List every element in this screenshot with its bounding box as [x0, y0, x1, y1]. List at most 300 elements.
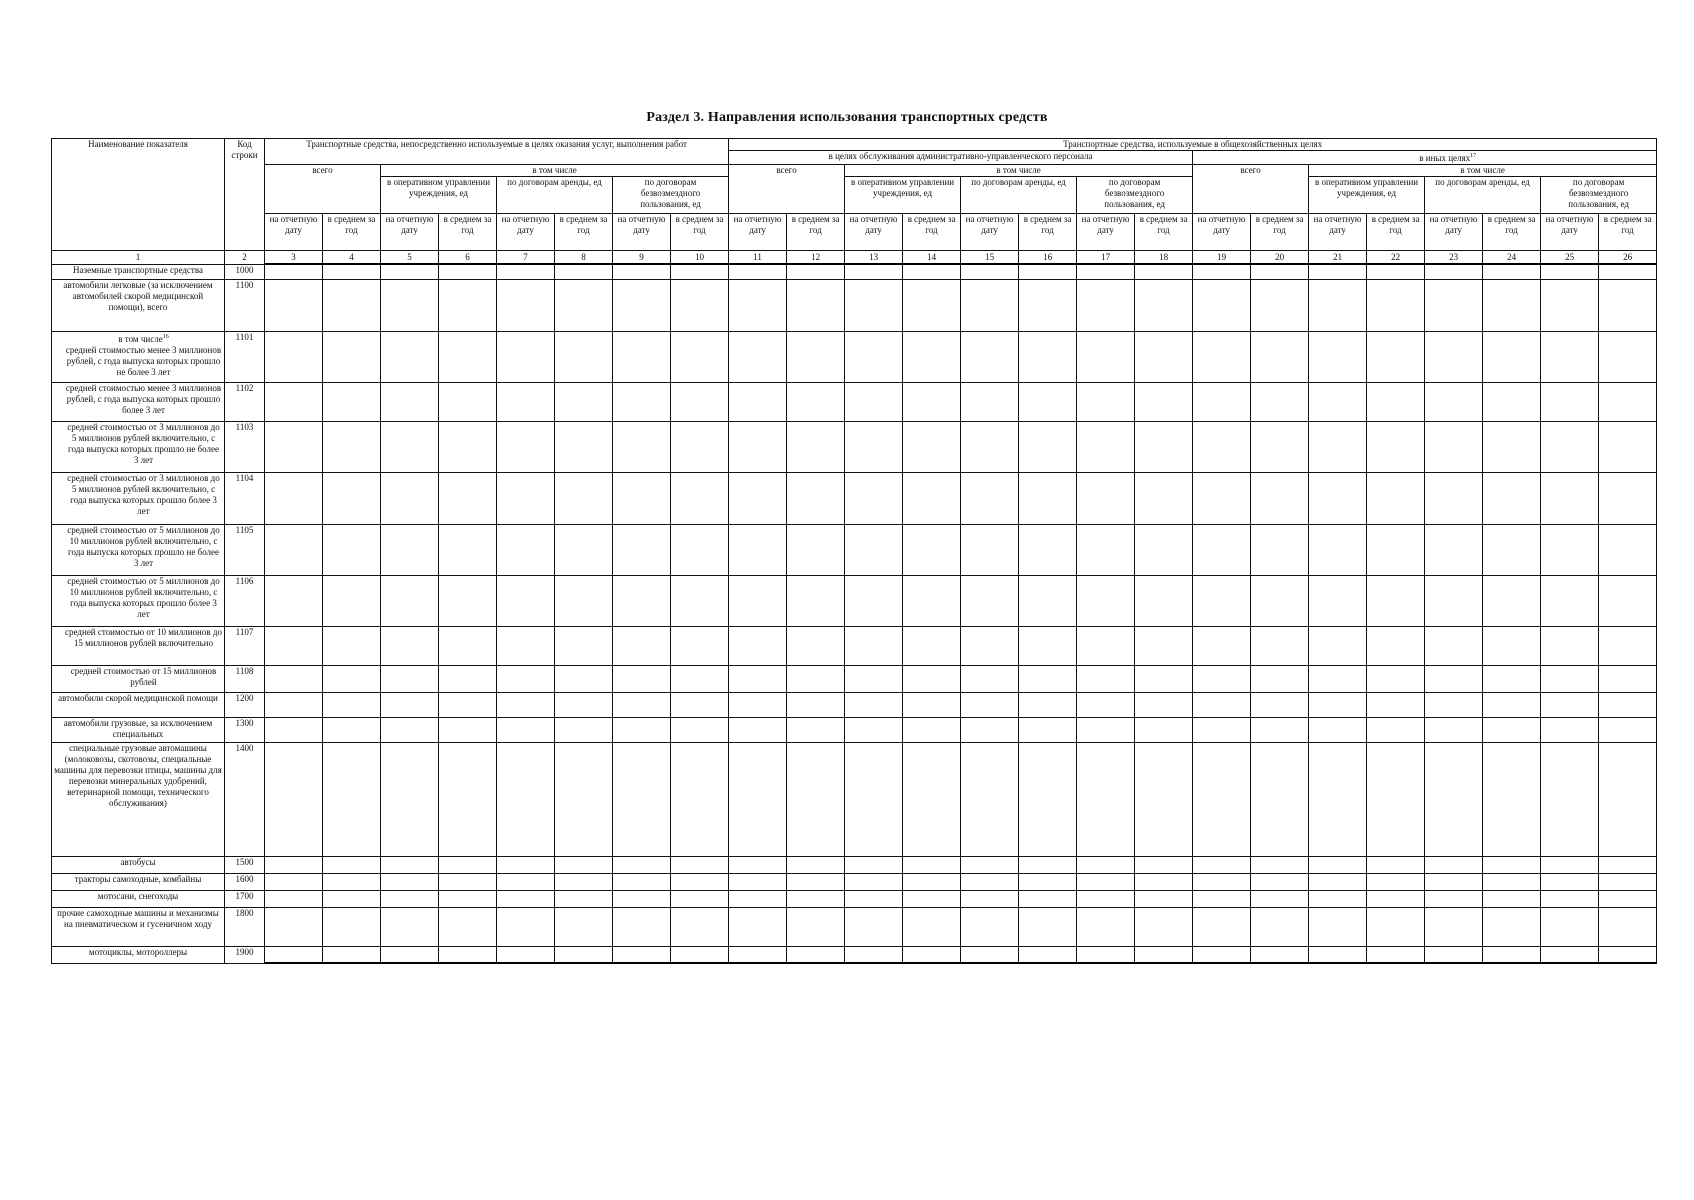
data-entry-cell[interactable]	[961, 717, 1019, 742]
data-entry-cell[interactable]	[439, 382, 497, 421]
data-entry-cell[interactable]	[1599, 626, 1657, 665]
data-entry-cell[interactable]	[613, 946, 671, 963]
data-entry-cell[interactable]	[1251, 279, 1309, 331]
data-entry-cell[interactable]	[613, 626, 671, 665]
data-entry-cell[interactable]	[323, 382, 381, 421]
data-entry-cell[interactable]	[787, 575, 845, 626]
data-entry-cell[interactable]	[1367, 890, 1425, 907]
data-entry-cell[interactable]	[613, 856, 671, 873]
data-entry-cell[interactable]	[787, 907, 845, 946]
data-entry-cell[interactable]	[265, 742, 323, 856]
data-entry-cell[interactable]	[1367, 575, 1425, 626]
data-entry-cell[interactable]	[323, 626, 381, 665]
data-entry-cell[interactable]	[671, 856, 729, 873]
data-entry-cell[interactable]	[555, 382, 613, 421]
data-entry-cell[interactable]	[845, 626, 903, 665]
data-entry-cell[interactable]	[903, 524, 961, 575]
data-entry-cell[interactable]	[439, 665, 497, 692]
data-entry-cell[interactable]	[555, 946, 613, 963]
data-entry-cell[interactable]	[1367, 946, 1425, 963]
data-entry-cell[interactable]	[1425, 472, 1483, 524]
data-entry-cell[interactable]	[961, 692, 1019, 717]
data-entry-cell[interactable]	[1193, 742, 1251, 856]
data-entry-cell[interactable]	[1077, 665, 1135, 692]
data-entry-cell[interactable]	[1483, 472, 1541, 524]
data-entry-cell[interactable]	[613, 421, 671, 472]
data-entry-cell[interactable]	[787, 856, 845, 873]
data-entry-cell[interactable]	[845, 665, 903, 692]
data-entry-cell[interactable]	[903, 742, 961, 856]
data-entry-cell[interactable]	[1425, 873, 1483, 890]
data-entry-cell[interactable]	[1425, 626, 1483, 665]
data-entry-cell[interactable]	[613, 524, 671, 575]
data-entry-cell[interactable]	[381, 873, 439, 890]
data-entry-cell[interactable]	[729, 421, 787, 472]
data-entry-cell[interactable]	[497, 279, 555, 331]
data-entry-cell[interactable]	[1425, 524, 1483, 575]
data-entry-cell[interactable]	[1135, 575, 1193, 626]
data-entry-cell[interactable]	[1077, 856, 1135, 873]
data-entry-cell[interactable]	[439, 472, 497, 524]
data-entry-cell[interactable]	[845, 907, 903, 946]
data-entry-cell[interactable]	[1483, 890, 1541, 907]
data-entry-cell[interactable]	[1251, 717, 1309, 742]
data-entry-cell[interactable]	[1251, 626, 1309, 665]
data-entry-cell[interactable]	[613, 665, 671, 692]
data-entry-cell[interactable]	[787, 279, 845, 331]
data-entry-cell[interactable]	[961, 856, 1019, 873]
data-entry-cell[interactable]	[1251, 575, 1309, 626]
data-entry-cell[interactable]	[1599, 421, 1657, 472]
data-entry-cell[interactable]	[1019, 524, 1077, 575]
data-entry-cell[interactable]	[1425, 890, 1483, 907]
data-entry-cell[interactable]	[1425, 279, 1483, 331]
data-entry-cell[interactable]	[613, 907, 671, 946]
data-entry-cell[interactable]	[439, 907, 497, 946]
data-entry-cell[interactable]	[439, 692, 497, 717]
data-entry-cell[interactable]	[729, 575, 787, 626]
data-entry-cell[interactable]	[1019, 742, 1077, 856]
data-entry-cell[interactable]	[845, 692, 903, 717]
data-entry-cell[interactable]	[1599, 382, 1657, 421]
data-entry-cell[interactable]	[1425, 331, 1483, 382]
data-entry-cell[interactable]	[555, 742, 613, 856]
data-entry-cell[interactable]	[1367, 472, 1425, 524]
data-entry-cell[interactable]	[1135, 665, 1193, 692]
data-entry-cell[interactable]	[265, 946, 323, 963]
data-entry-cell[interactable]	[961, 421, 1019, 472]
data-entry-cell[interactable]	[1309, 472, 1367, 524]
data-entry-cell[interactable]	[1309, 717, 1367, 742]
data-entry-cell[interactable]	[1077, 524, 1135, 575]
data-entry-cell[interactable]	[1077, 890, 1135, 907]
data-entry-cell[interactable]	[1309, 575, 1367, 626]
data-entry-cell[interactable]	[1483, 626, 1541, 665]
data-entry-cell[interactable]	[1077, 626, 1135, 665]
data-entry-cell[interactable]	[729, 524, 787, 575]
data-entry-cell[interactable]	[1541, 873, 1599, 890]
data-entry-cell[interactable]	[381, 575, 439, 626]
data-entry-cell[interactable]	[439, 873, 497, 890]
data-entry-cell[interactable]	[1135, 873, 1193, 890]
data-entry-cell[interactable]	[729, 626, 787, 665]
data-entry-cell[interactable]	[1541, 279, 1599, 331]
data-entry-cell[interactable]	[671, 575, 729, 626]
data-entry-cell[interactable]	[1135, 692, 1193, 717]
data-entry-cell[interactable]	[1019, 856, 1077, 873]
data-entry-cell[interactable]	[1425, 264, 1483, 279]
data-entry-cell[interactable]	[1193, 524, 1251, 575]
data-entry-cell[interactable]	[323, 856, 381, 873]
data-entry-cell[interactable]	[729, 331, 787, 382]
data-entry-cell[interactable]	[1367, 665, 1425, 692]
data-entry-cell[interactable]	[1019, 575, 1077, 626]
data-entry-cell[interactable]	[845, 890, 903, 907]
data-entry-cell[interactable]	[1541, 890, 1599, 907]
data-entry-cell[interactable]	[1251, 873, 1309, 890]
data-entry-cell[interactable]	[381, 890, 439, 907]
data-entry-cell[interactable]	[323, 575, 381, 626]
data-entry-cell[interactable]	[729, 873, 787, 890]
data-entry-cell[interactable]	[265, 575, 323, 626]
data-entry-cell[interactable]	[613, 279, 671, 331]
data-entry-cell[interactable]	[1483, 717, 1541, 742]
data-entry-cell[interactable]	[1193, 575, 1251, 626]
data-entry-cell[interactable]	[1077, 264, 1135, 279]
data-entry-cell[interactable]	[323, 524, 381, 575]
data-entry-cell[interactable]	[381, 279, 439, 331]
data-entry-cell[interactable]	[1483, 264, 1541, 279]
data-entry-cell[interactable]	[1425, 421, 1483, 472]
data-entry-cell[interactable]	[845, 382, 903, 421]
data-entry-cell[interactable]	[903, 382, 961, 421]
data-entry-cell[interactable]	[1541, 575, 1599, 626]
data-entry-cell[interactable]	[1135, 421, 1193, 472]
data-entry-cell[interactable]	[1193, 264, 1251, 279]
data-entry-cell[interactable]	[1599, 946, 1657, 963]
data-entry-cell[interactable]	[1193, 890, 1251, 907]
data-entry-cell[interactable]	[323, 946, 381, 963]
data-entry-cell[interactable]	[1309, 890, 1367, 907]
data-entry-cell[interactable]	[787, 717, 845, 742]
data-entry-cell[interactable]	[497, 946, 555, 963]
data-entry-cell[interactable]	[1367, 856, 1425, 873]
data-entry-cell[interactable]	[1425, 946, 1483, 963]
data-entry-cell[interactable]	[265, 264, 323, 279]
data-entry-cell[interactable]	[1425, 907, 1483, 946]
data-entry-cell[interactable]	[555, 264, 613, 279]
data-entry-cell[interactable]	[497, 873, 555, 890]
data-entry-cell[interactable]	[1077, 717, 1135, 742]
data-entry-cell[interactable]	[1541, 742, 1599, 856]
data-entry-cell[interactable]	[1251, 472, 1309, 524]
data-entry-cell[interactable]	[729, 692, 787, 717]
data-entry-cell[interactable]	[787, 946, 845, 963]
data-entry-cell[interactable]	[845, 472, 903, 524]
data-entry-cell[interactable]	[1251, 331, 1309, 382]
data-entry-cell[interactable]	[1367, 524, 1425, 575]
data-entry-cell[interactable]	[1367, 421, 1425, 472]
data-entry-cell[interactable]	[671, 279, 729, 331]
data-entry-cell[interactable]	[1541, 856, 1599, 873]
data-entry-cell[interactable]	[1425, 382, 1483, 421]
data-entry-cell[interactable]	[903, 665, 961, 692]
data-entry-cell[interactable]	[1077, 946, 1135, 963]
data-entry-cell[interactable]	[1193, 472, 1251, 524]
data-entry-cell[interactable]	[729, 382, 787, 421]
data-entry-cell[interactable]	[1309, 626, 1367, 665]
data-entry-cell[interactable]	[555, 907, 613, 946]
data-entry-cell[interactable]	[729, 279, 787, 331]
data-entry-cell[interactable]	[903, 264, 961, 279]
data-entry-cell[interactable]	[903, 279, 961, 331]
data-entry-cell[interactable]	[265, 890, 323, 907]
data-entry-cell[interactable]	[1019, 279, 1077, 331]
data-entry-cell[interactable]	[671, 665, 729, 692]
data-entry-cell[interactable]	[439, 279, 497, 331]
data-entry-cell[interactable]	[1251, 946, 1309, 963]
data-entry-cell[interactable]	[845, 717, 903, 742]
data-entry-cell[interactable]	[439, 742, 497, 856]
data-entry-cell[interactable]	[1483, 331, 1541, 382]
data-entry-cell[interactable]	[265, 382, 323, 421]
data-entry-cell[interactable]	[1483, 873, 1541, 890]
data-entry-cell[interactable]	[497, 331, 555, 382]
data-entry-cell[interactable]	[729, 264, 787, 279]
data-entry-cell[interactable]	[1077, 382, 1135, 421]
data-entry-cell[interactable]	[555, 692, 613, 717]
data-entry-cell[interactable]	[1309, 946, 1367, 963]
data-entry-cell[interactable]	[381, 331, 439, 382]
data-entry-cell[interactable]	[381, 382, 439, 421]
data-entry-cell[interactable]	[613, 264, 671, 279]
data-entry-cell[interactable]	[1019, 382, 1077, 421]
data-entry-cell[interactable]	[323, 873, 381, 890]
data-entry-cell[interactable]	[1541, 382, 1599, 421]
data-entry-cell[interactable]	[1309, 907, 1367, 946]
data-entry-cell[interactable]	[265, 279, 323, 331]
data-entry-cell[interactable]	[903, 946, 961, 963]
data-entry-cell[interactable]	[671, 264, 729, 279]
data-entry-cell[interactable]	[787, 421, 845, 472]
data-entry-cell[interactable]	[1425, 692, 1483, 717]
data-entry-cell[interactable]	[497, 890, 555, 907]
data-entry-cell[interactable]	[1193, 665, 1251, 692]
data-entry-cell[interactable]	[1483, 856, 1541, 873]
data-entry-cell[interactable]	[729, 890, 787, 907]
data-entry-cell[interactable]	[381, 907, 439, 946]
data-entry-cell[interactable]	[1425, 717, 1483, 742]
data-entry-cell[interactable]	[845, 279, 903, 331]
data-entry-cell[interactable]	[555, 421, 613, 472]
data-entry-cell[interactable]	[613, 472, 671, 524]
data-entry-cell[interactable]	[497, 742, 555, 856]
data-entry-cell[interactable]	[1599, 331, 1657, 382]
data-entry-cell[interactable]	[1309, 742, 1367, 856]
data-entry-cell[interactable]	[671, 742, 729, 856]
data-entry-cell[interactable]	[1483, 946, 1541, 963]
data-entry-cell[interactable]	[1367, 626, 1425, 665]
data-entry-cell[interactable]	[613, 692, 671, 717]
data-entry-cell[interactable]	[1077, 742, 1135, 856]
data-entry-cell[interactable]	[1251, 524, 1309, 575]
data-entry-cell[interactable]	[1193, 717, 1251, 742]
data-entry-cell[interactable]	[1599, 873, 1657, 890]
data-entry-cell[interactable]	[1193, 692, 1251, 717]
data-entry-cell[interactable]	[1483, 421, 1541, 472]
data-entry-cell[interactable]	[787, 692, 845, 717]
data-entry-cell[interactable]	[903, 331, 961, 382]
data-entry-cell[interactable]	[1019, 692, 1077, 717]
data-entry-cell[interactable]	[1599, 665, 1657, 692]
data-entry-cell[interactable]	[1077, 279, 1135, 331]
data-entry-cell[interactable]	[903, 472, 961, 524]
data-entry-cell[interactable]	[729, 856, 787, 873]
data-entry-cell[interactable]	[671, 717, 729, 742]
data-entry-cell[interactable]	[1367, 264, 1425, 279]
data-entry-cell[interactable]	[961, 264, 1019, 279]
data-entry-cell[interactable]	[1251, 264, 1309, 279]
data-entry-cell[interactable]	[961, 524, 1019, 575]
data-entry-cell[interactable]	[845, 742, 903, 856]
data-entry-cell[interactable]	[381, 665, 439, 692]
data-entry-cell[interactable]	[1309, 873, 1367, 890]
data-entry-cell[interactable]	[1251, 421, 1309, 472]
data-entry-cell[interactable]	[497, 626, 555, 665]
data-entry-cell[interactable]	[903, 421, 961, 472]
data-entry-cell[interactable]	[787, 472, 845, 524]
data-entry-cell[interactable]	[1019, 264, 1077, 279]
data-entry-cell[interactable]	[439, 264, 497, 279]
data-entry-cell[interactable]	[1135, 331, 1193, 382]
data-entry-cell[interactable]	[265, 692, 323, 717]
data-entry-cell[interactable]	[497, 856, 555, 873]
data-entry-cell[interactable]	[1193, 856, 1251, 873]
data-entry-cell[interactable]	[439, 524, 497, 575]
data-entry-cell[interactable]	[613, 873, 671, 890]
data-entry-cell[interactable]	[1251, 856, 1309, 873]
data-entry-cell[interactable]	[1599, 524, 1657, 575]
data-entry-cell[interactable]	[671, 331, 729, 382]
data-entry-cell[interactable]	[1193, 421, 1251, 472]
data-entry-cell[interactable]	[1599, 692, 1657, 717]
data-entry-cell[interactable]	[1193, 279, 1251, 331]
data-entry-cell[interactable]	[1193, 907, 1251, 946]
data-entry-cell[interactable]	[1483, 524, 1541, 575]
data-entry-cell[interactable]	[1309, 331, 1367, 382]
data-entry-cell[interactable]	[265, 524, 323, 575]
data-entry-cell[interactable]	[381, 264, 439, 279]
data-entry-cell[interactable]	[961, 279, 1019, 331]
data-entry-cell[interactable]	[671, 626, 729, 665]
data-entry-cell[interactable]	[497, 907, 555, 946]
data-entry-cell[interactable]	[1541, 421, 1599, 472]
data-entry-cell[interactable]	[671, 524, 729, 575]
data-entry-cell[interactable]	[323, 264, 381, 279]
data-entry-cell[interactable]	[439, 331, 497, 382]
data-entry-cell[interactable]	[1541, 626, 1599, 665]
data-entry-cell[interactable]	[1193, 382, 1251, 421]
data-entry-cell[interactable]	[787, 264, 845, 279]
data-entry-cell[interactable]	[961, 873, 1019, 890]
data-entry-cell[interactable]	[1309, 524, 1367, 575]
data-entry-cell[interactable]	[323, 665, 381, 692]
data-entry-cell[interactable]	[671, 907, 729, 946]
data-entry-cell[interactable]	[1135, 742, 1193, 856]
data-entry-cell[interactable]	[265, 421, 323, 472]
data-entry-cell[interactable]	[265, 472, 323, 524]
data-entry-cell[interactable]	[555, 873, 613, 890]
data-entry-cell[interactable]	[1019, 907, 1077, 946]
data-entry-cell[interactable]	[1135, 626, 1193, 665]
data-entry-cell[interactable]	[845, 421, 903, 472]
data-entry-cell[interactable]	[1541, 524, 1599, 575]
data-entry-cell[interactable]	[1019, 472, 1077, 524]
data-entry-cell[interactable]	[1251, 665, 1309, 692]
data-entry-cell[interactable]	[381, 742, 439, 856]
data-entry-cell[interactable]	[671, 382, 729, 421]
data-entry-cell[interactable]	[1077, 575, 1135, 626]
data-entry-cell[interactable]	[265, 665, 323, 692]
data-entry-cell[interactable]	[555, 472, 613, 524]
data-entry-cell[interactable]	[845, 524, 903, 575]
data-entry-cell[interactable]	[845, 331, 903, 382]
data-entry-cell[interactable]	[671, 472, 729, 524]
data-entry-cell[interactable]	[323, 692, 381, 717]
data-entry-cell[interactable]	[961, 331, 1019, 382]
data-entry-cell[interactable]	[1309, 264, 1367, 279]
data-entry-cell[interactable]	[903, 692, 961, 717]
data-entry-cell[interactable]	[1483, 692, 1541, 717]
data-entry-cell[interactable]	[1309, 665, 1367, 692]
data-entry-cell[interactable]	[1193, 331, 1251, 382]
data-entry-cell[interactable]	[497, 382, 555, 421]
data-entry-cell[interactable]	[787, 626, 845, 665]
data-entry-cell[interactable]	[787, 890, 845, 907]
data-entry-cell[interactable]	[729, 717, 787, 742]
data-entry-cell[interactable]	[1425, 575, 1483, 626]
data-entry-cell[interactable]	[845, 856, 903, 873]
data-entry-cell[interactable]	[1077, 873, 1135, 890]
data-entry-cell[interactable]	[439, 946, 497, 963]
data-entry-cell[interactable]	[1309, 279, 1367, 331]
data-entry-cell[interactable]	[265, 626, 323, 665]
data-entry-cell[interactable]	[613, 717, 671, 742]
data-entry-cell[interactable]	[1425, 856, 1483, 873]
data-entry-cell[interactable]	[265, 331, 323, 382]
data-entry-cell[interactable]	[613, 575, 671, 626]
data-entry-cell[interactable]	[1019, 665, 1077, 692]
data-entry-cell[interactable]	[1599, 890, 1657, 907]
data-entry-cell[interactable]	[613, 331, 671, 382]
data-entry-cell[interactable]	[1019, 890, 1077, 907]
data-entry-cell[interactable]	[1541, 264, 1599, 279]
data-entry-cell[interactable]	[1599, 907, 1657, 946]
data-entry-cell[interactable]	[1425, 742, 1483, 856]
data-entry-cell[interactable]	[961, 890, 1019, 907]
data-entry-cell[interactable]	[439, 421, 497, 472]
data-entry-cell[interactable]	[903, 626, 961, 665]
data-entry-cell[interactable]	[439, 626, 497, 665]
data-entry-cell[interactable]	[497, 665, 555, 692]
data-entry-cell[interactable]	[1367, 331, 1425, 382]
data-entry-cell[interactable]	[381, 472, 439, 524]
data-entry-cell[interactable]	[961, 665, 1019, 692]
data-entry-cell[interactable]	[1019, 626, 1077, 665]
data-entry-cell[interactable]	[1367, 742, 1425, 856]
data-entry-cell[interactable]	[1251, 382, 1309, 421]
data-entry-cell[interactable]	[1309, 692, 1367, 717]
